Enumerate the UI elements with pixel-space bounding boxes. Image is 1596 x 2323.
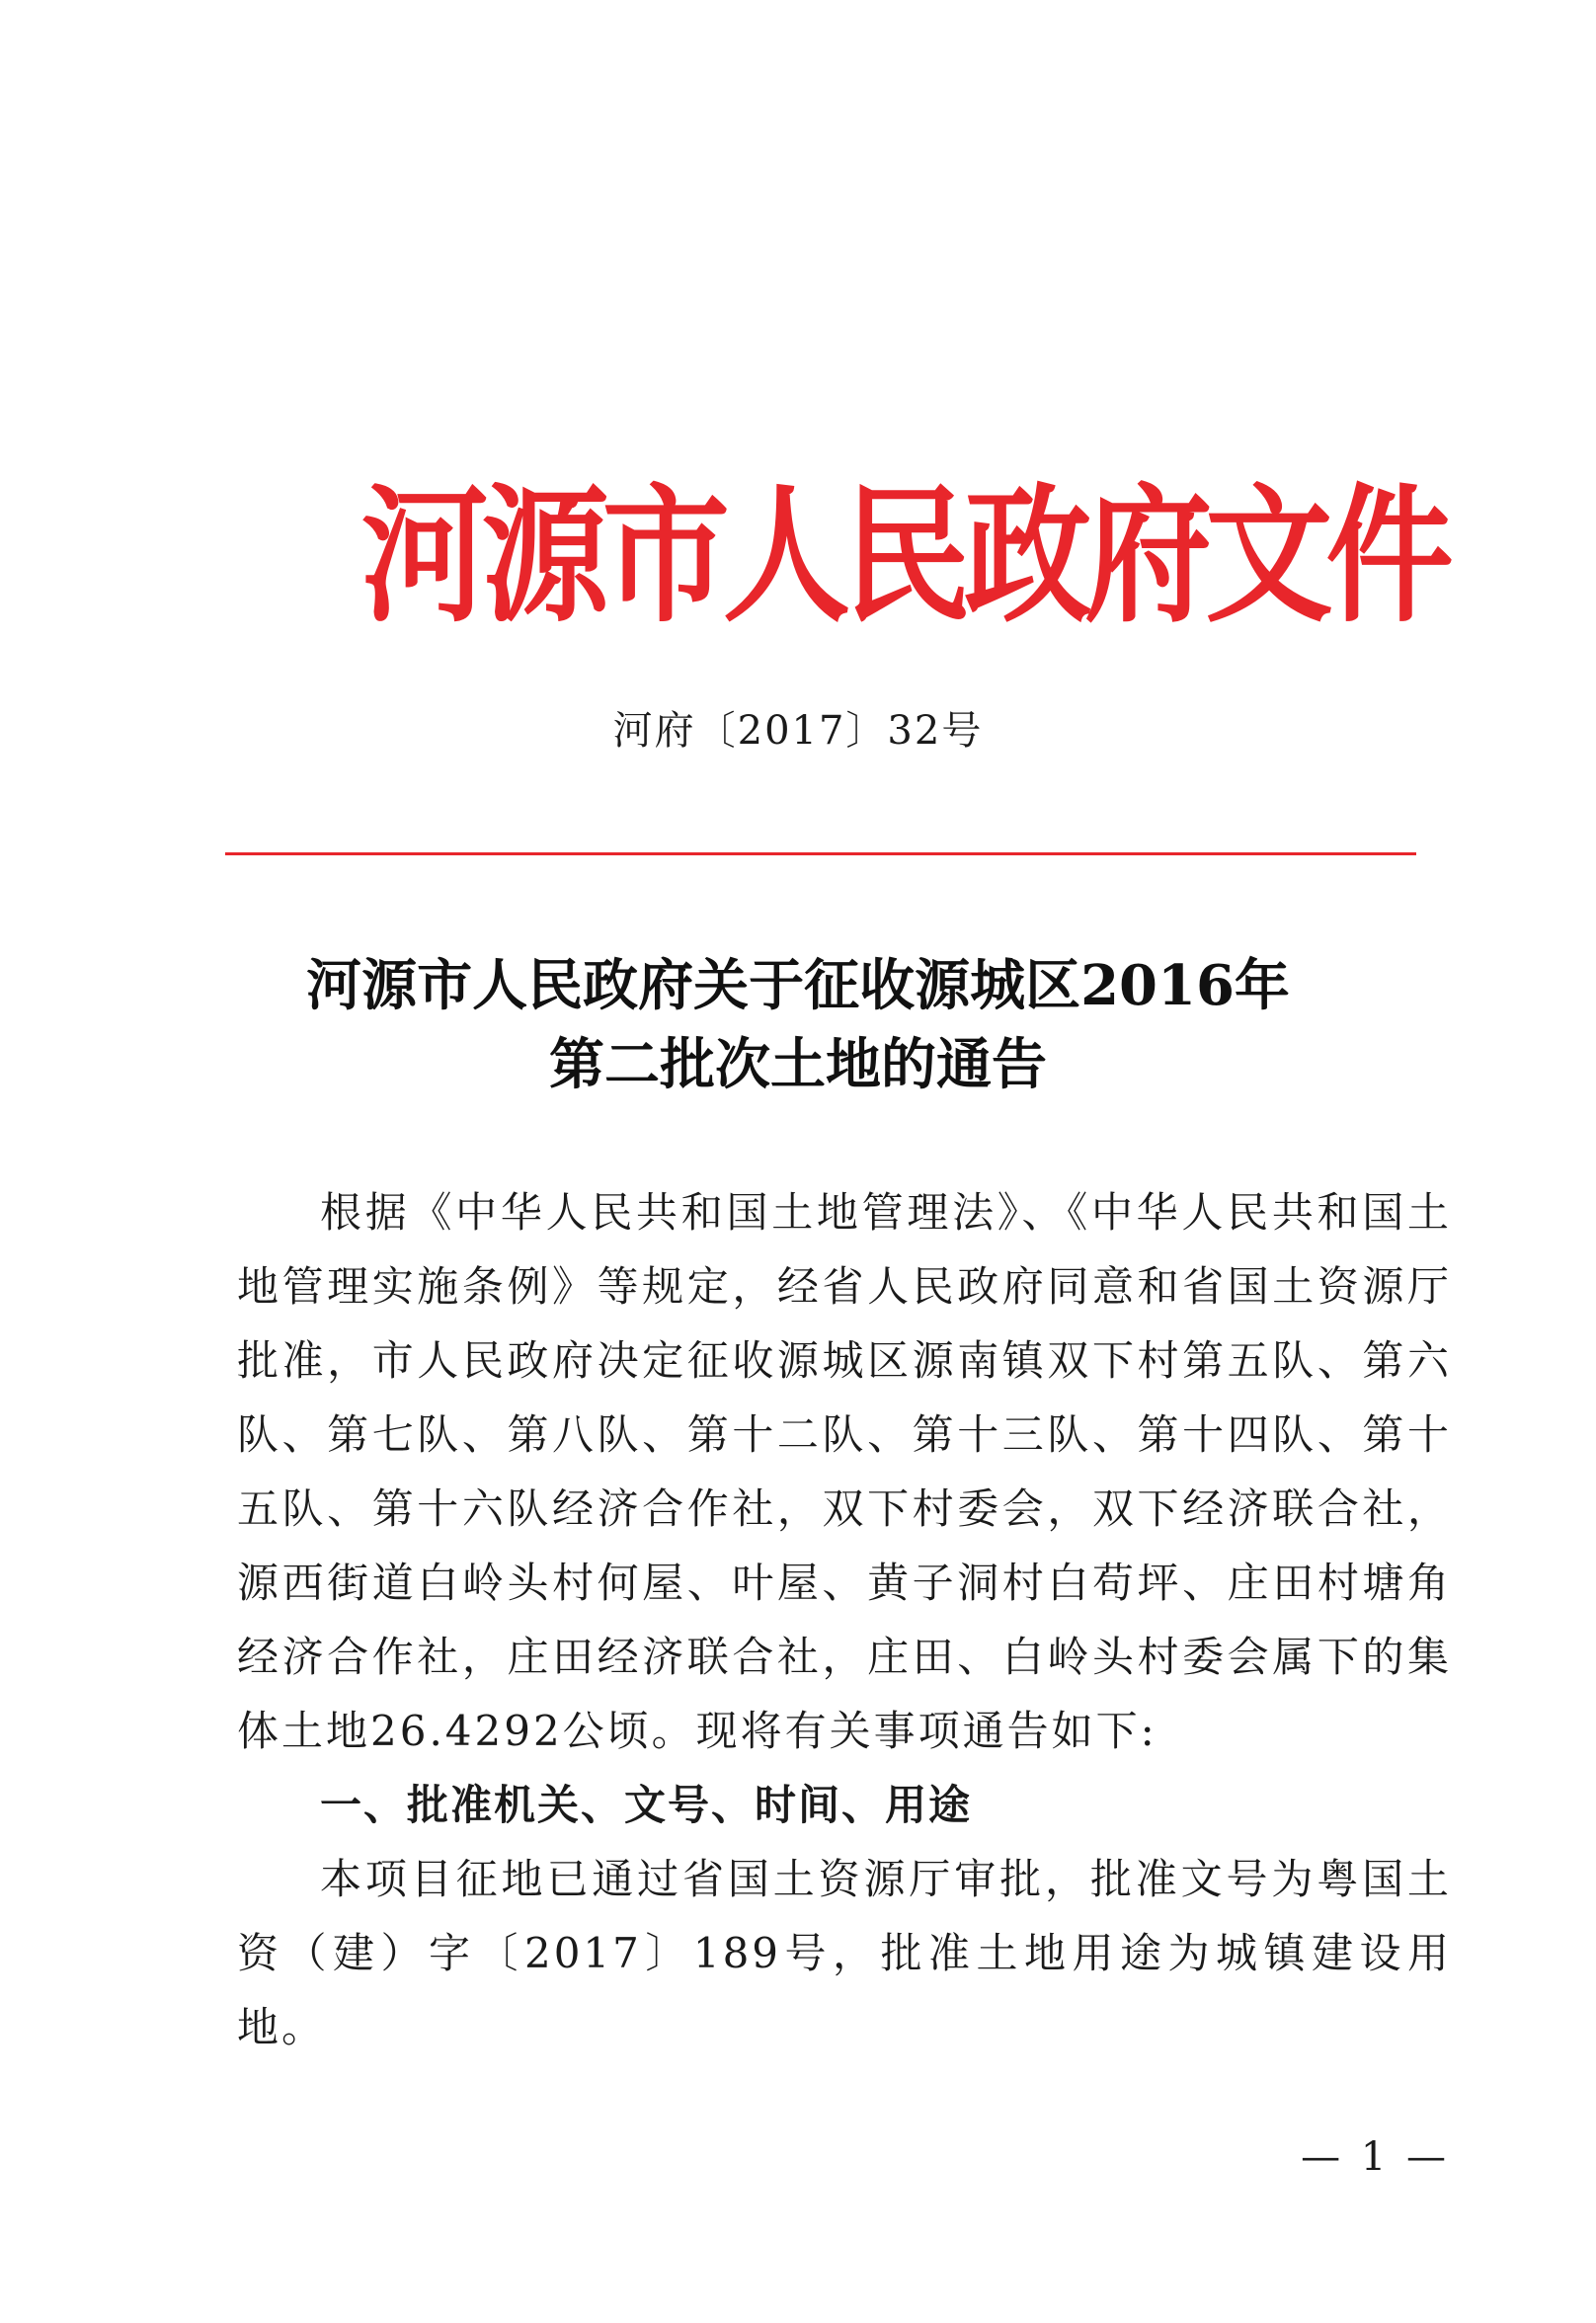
document-body	[237, 1175, 1452, 2064]
page-number: — 1 —	[1301, 2134, 1450, 2180]
red-divider-line	[225, 852, 1416, 855]
notice-title-line-2: 第二批次土地的通告	[549, 1032, 1047, 1097]
notice-title	[0, 946, 1596, 1104]
notice-title-line-1: 河源市人民政府关于征收源城区2016年	[306, 953, 1290, 1018]
issuer-title: 河源市人民政府文件	[360, 469, 1447, 643]
intro-paragraph: 根据《中华人民共和国土地管理法》、《中华人民共和国土地管理实施条例》等规定，经省人民政府同意和省国土资源厅批准，市人民政府决定征收源城区源南镇双下村第五队、第六队、第七队、第八队、第十二队、第十三队、第十四队、第十五队、第十六队经济合作社，双下村委会，双下经济联合社，源西街道白岭头村何屋、叶屋、黄子洞村白苟坪、庄田村塘角经济合作社，庄田经济联合社，庄田、白岭头村委会属下的集体土地26.4292公顷。现将有关事项通告如下:	[237, 1188, 1452, 1755]
section-heading-1: 一、批准机关、文号、时间、用途	[320, 1781, 973, 1829]
section-1-paragraph: 本项目征地已通过省国土资源厅审批，批准文号为粤国土资（建）字〔2017〕189号，批准土地用途为城镇建设用地。	[237, 1855, 1452, 2051]
document-number: 河府〔2017〕32号	[612, 708, 984, 754]
